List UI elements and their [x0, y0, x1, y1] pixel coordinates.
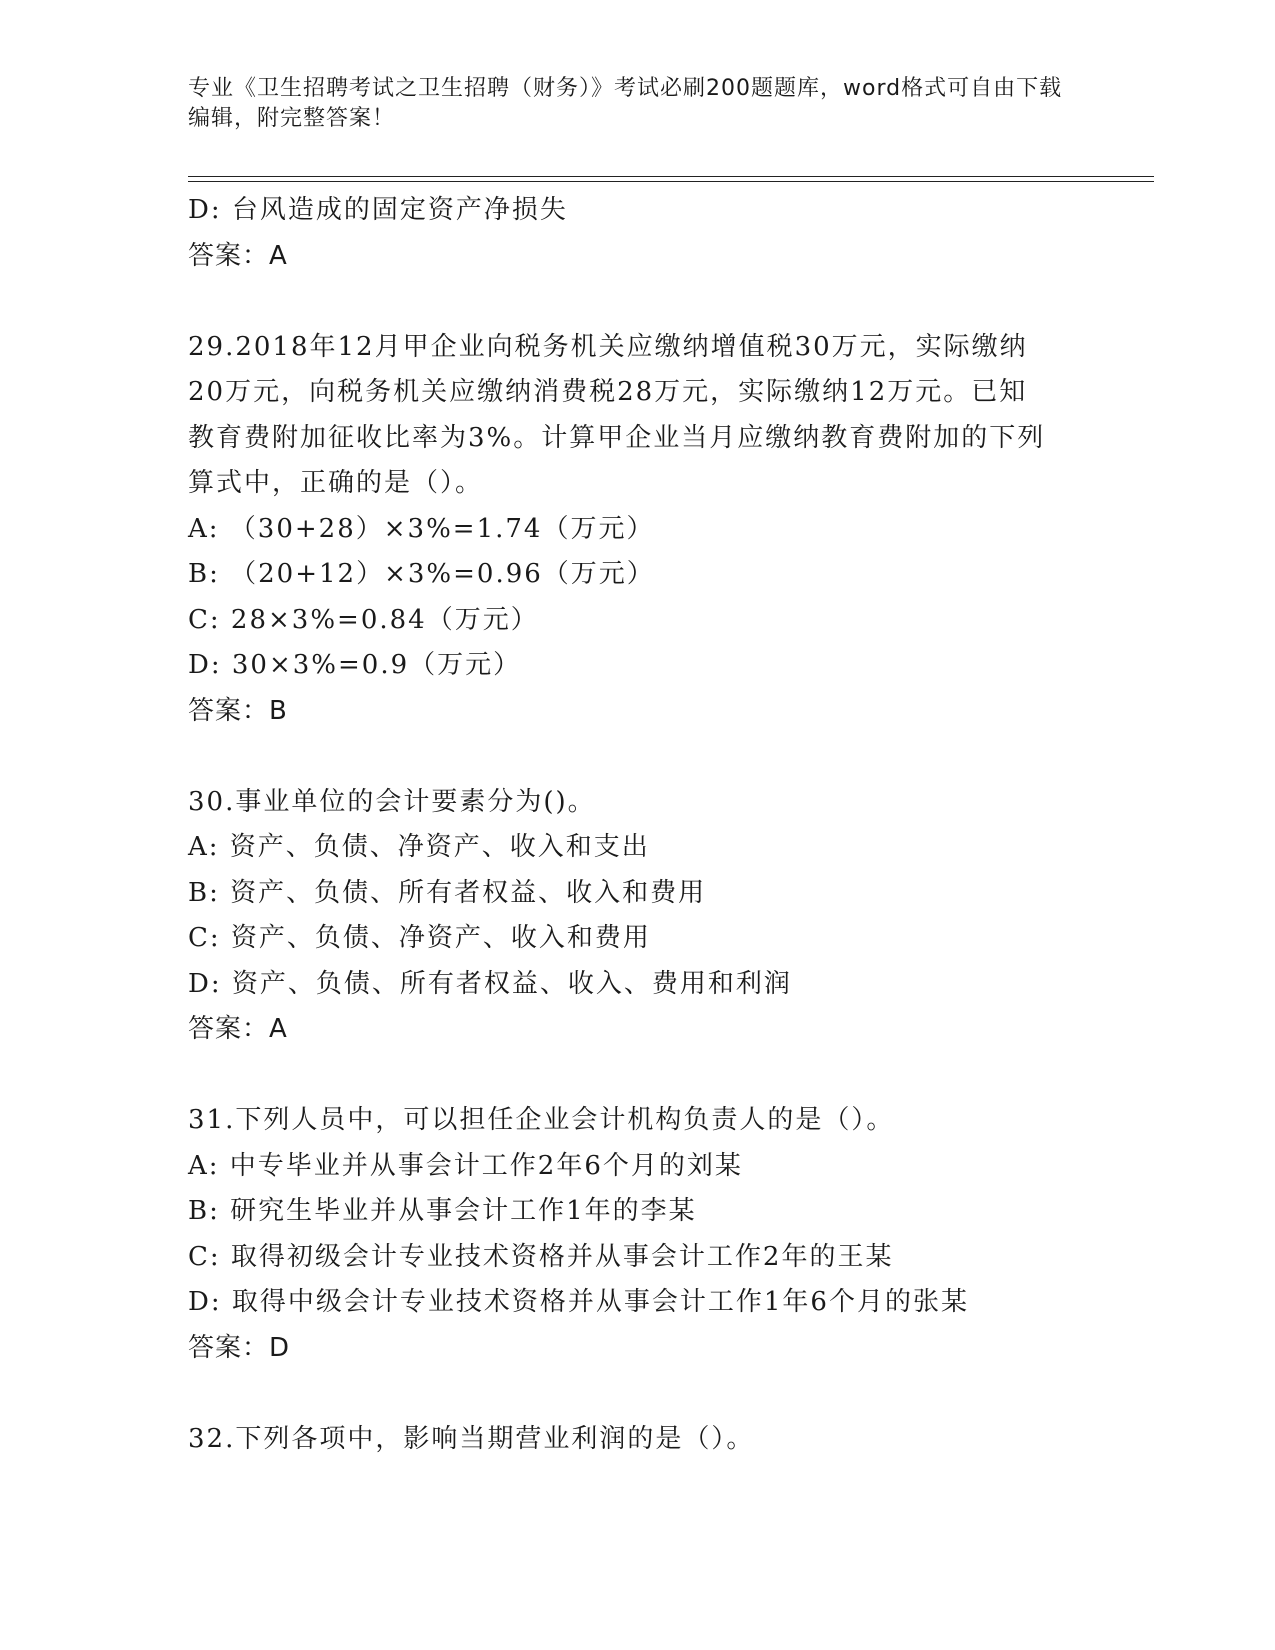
option-c: C: 资产、负债、净资产、收入和费用 [188, 923, 651, 953]
option-d: D: 30×3%=0.9（万元） [188, 650, 522, 680]
option-b: B: 资产、负债、所有者权益、收入和费用 [188, 877, 707, 908]
question-31 [188, 1098, 1088, 1371]
question-29 [188, 325, 1088, 735]
option-d: D: 取得中级会计专业技术资格并从事会计工作1年6个月的张某 [188, 1287, 969, 1317]
spacer [188, 279, 1088, 325]
page-header-title: 专业《卫生招聘考试之卫生招聘（财务）》考试必刷200题题库，word格式可自由下载编辑，附完整答案！ [188, 76, 1063, 131]
question-stem-line: 32.下列各项中，影响当期营业利润的是（）。 [188, 1423, 755, 1454]
answer-line: 答案：D [188, 1332, 291, 1363]
question-content [188, 188, 1088, 1462]
question-stem-line: 29.2018年12月甲企业向税务机关应缴纳增值税30万元，实际缴纳 [188, 331, 1028, 362]
option-d: D: 台风造成的固定资产净损失 [188, 195, 568, 225]
option-c: C: 28×3%=0.84（万元） [188, 604, 539, 635]
header-divider-top [188, 176, 1154, 177]
question-stem-line: 算式中，正确的是（）。 [188, 468, 484, 498]
option-a: A: （30+28）×3%=1.74（万元） [188, 513, 655, 544]
spacer [188, 1371, 1088, 1417]
question-stem-line: 教育费附加征收比率为3%。计算甲企业当月应缴纳教育费附加的下列 [188, 422, 1046, 453]
question-stem-line: 30.事业单位的会计要素分为()。 [188, 786, 596, 817]
question-stem-line: 20万元，向税务机关应缴纳消费税28万元，实际缴纳12万元。已知 [188, 377, 1028, 407]
question-stem-line: 31.下列人员中，可以担任企业会计机构负责人的是（）。 [188, 1105, 895, 1135]
answer-line: 答案：A [188, 240, 288, 271]
spacer [188, 734, 1088, 780]
option-a: A: 中专毕业并从事会计工作2年6个月的刘某 [188, 1150, 743, 1181]
answer-line: 答案：B [188, 695, 288, 726]
header-divider-bottom [188, 181, 1154, 182]
question-32 [188, 1417, 1088, 1463]
option-d: D: 资产、负债、所有者权益、收入、费用和利润 [188, 968, 792, 999]
option-a: A: 资产、负债、净资产、收入和支出 [188, 832, 650, 862]
answer-line: 答案：A [188, 1014, 288, 1044]
option-b: B: （20+12）×3%=0.96（万元） [188, 559, 655, 589]
question-30 [188, 780, 1088, 1053]
option-b: B: 研究生毕业并从事会计工作1年的李某 [188, 1196, 697, 1226]
option-c: C: 取得初级会计专业技术资格并从事会计工作2年的王某 [188, 1241, 894, 1272]
spacer [188, 1053, 1088, 1099]
